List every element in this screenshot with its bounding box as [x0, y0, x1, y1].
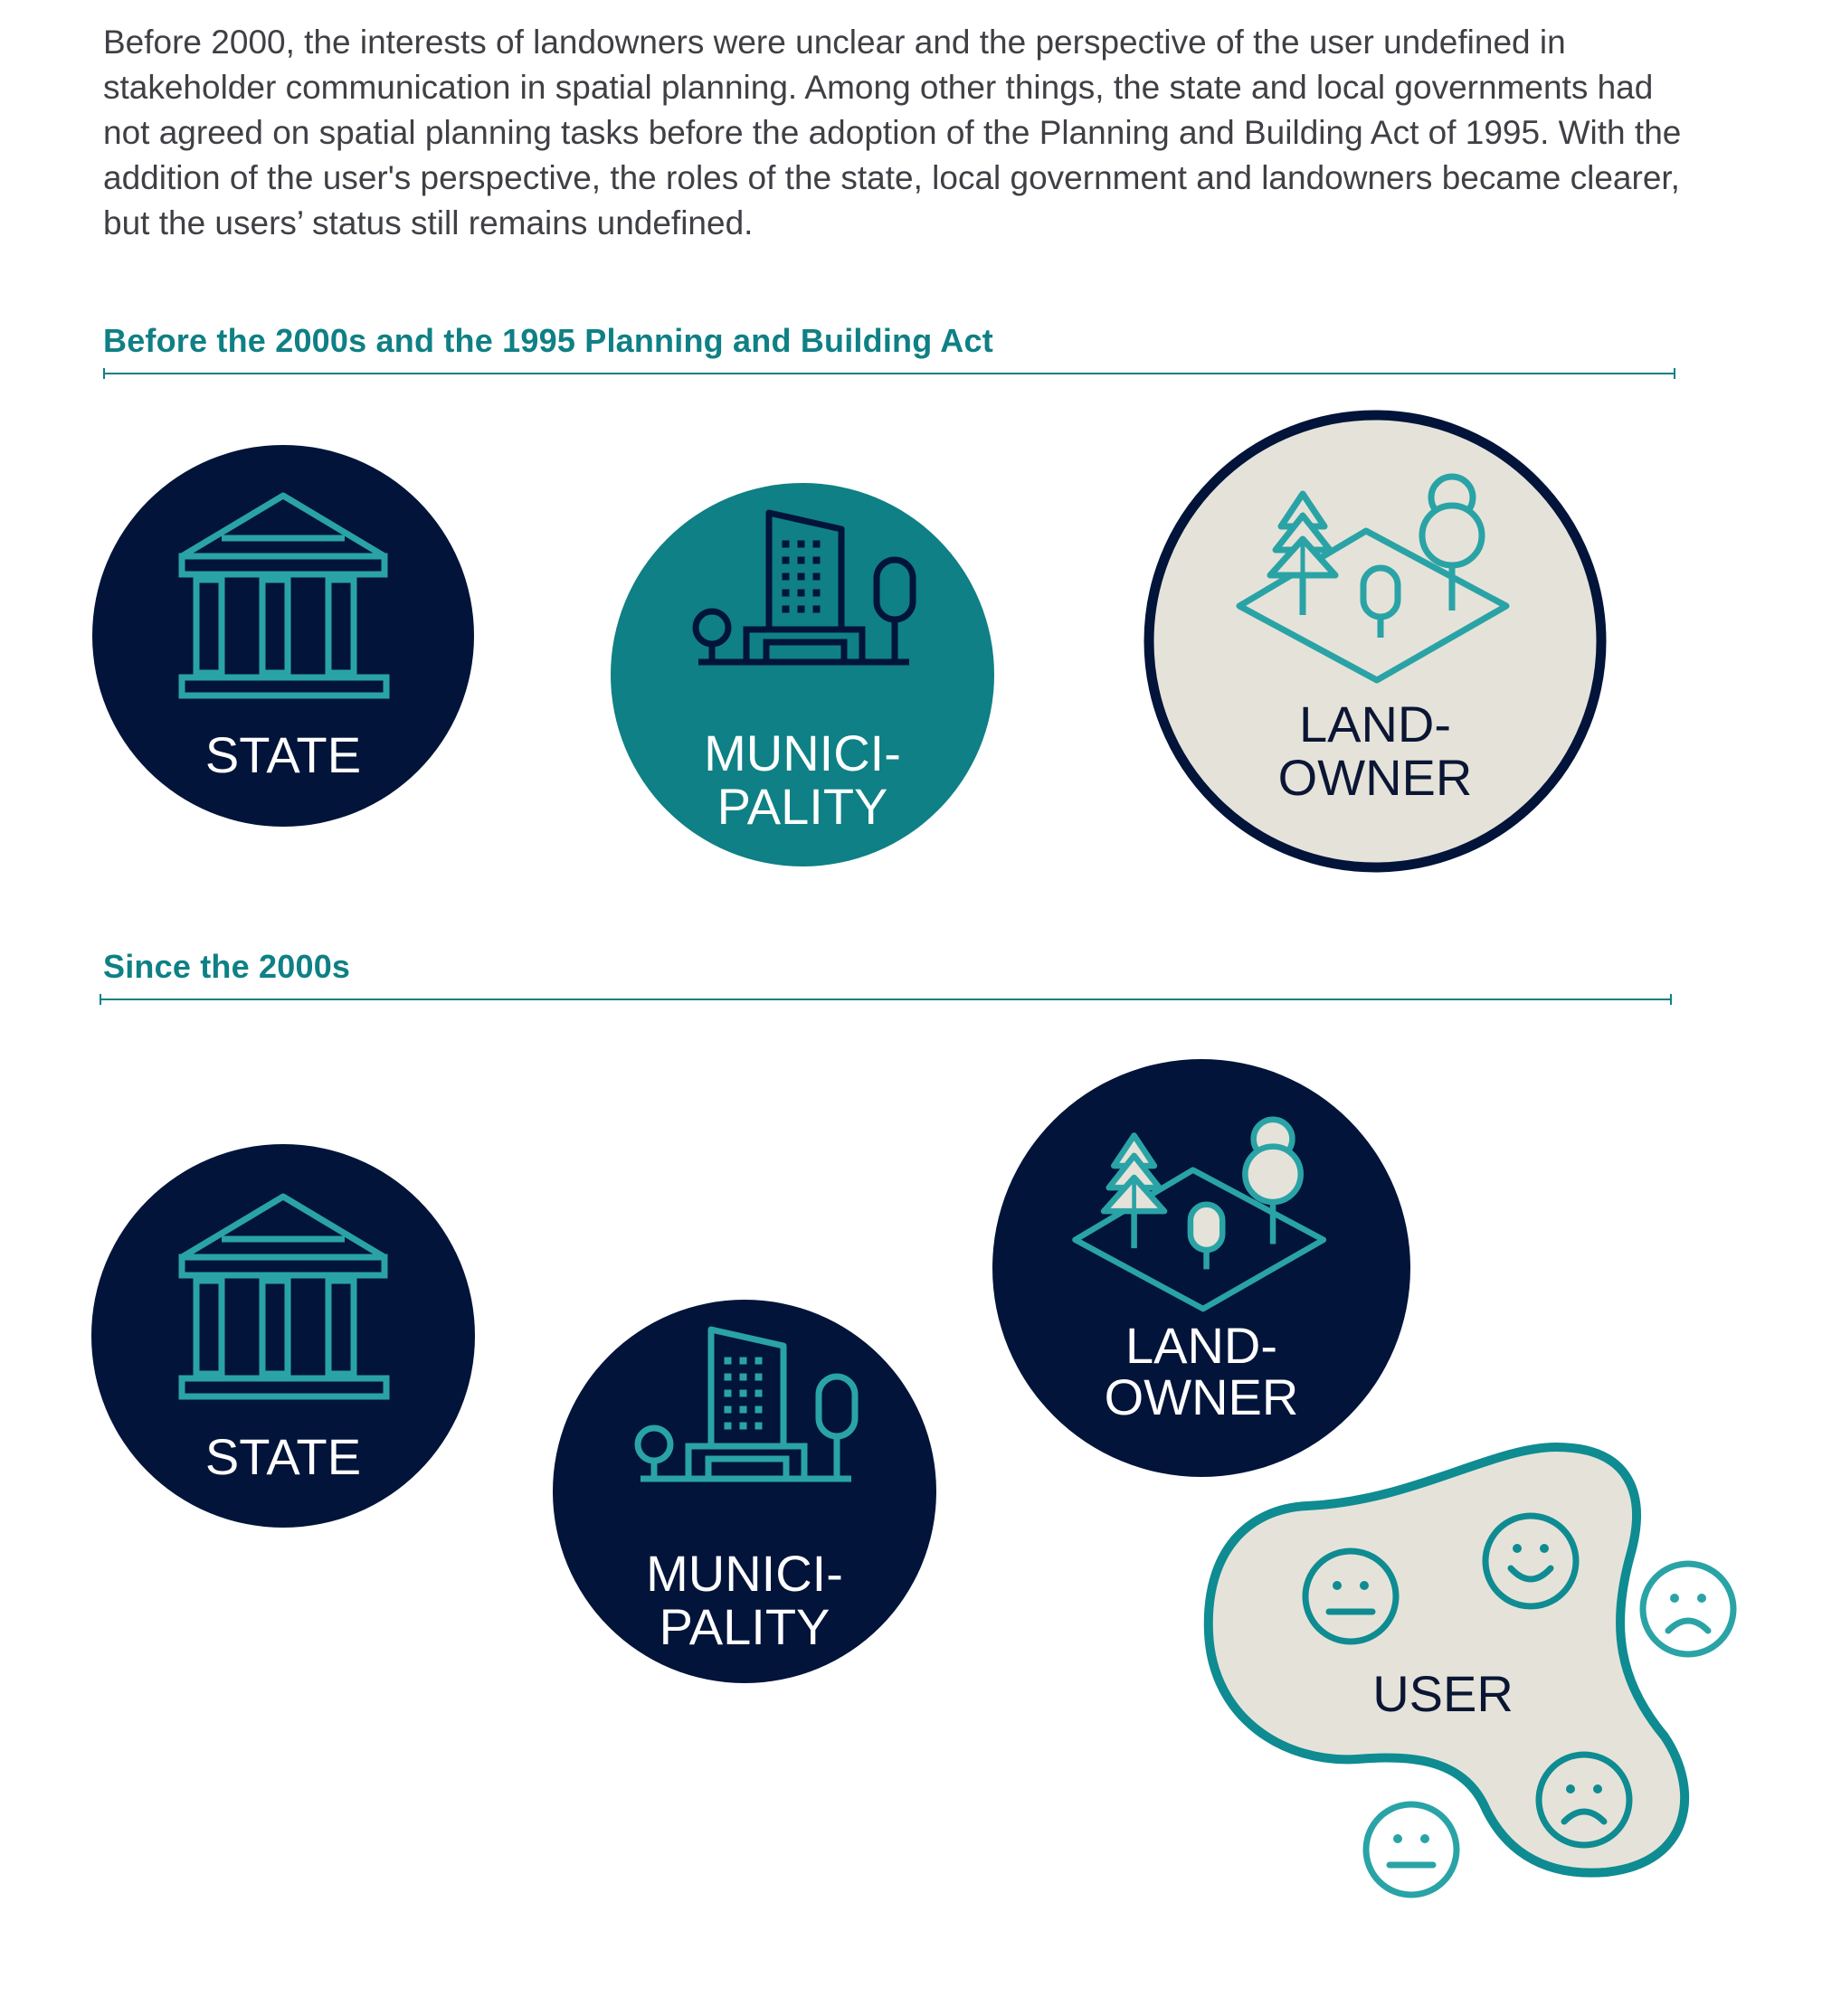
since-state-label: STATE: [204, 1428, 362, 1485]
since-landowner-label-2: OWNER: [1104, 1368, 1299, 1425]
since-landowner-node: [992, 1059, 1410, 1477]
since-municipality-label-1: MUNICI-: [646, 1545, 843, 1602]
before-municipality-node: [611, 483, 994, 866]
sad-face-icon: [1643, 1564, 1733, 1654]
before-landowner-node: [1149, 415, 1601, 867]
before-landowner-label-1: LAND-: [1298, 696, 1452, 752]
section-heading-before: Before the 2000s and the 1995 Planning and Building Act: [103, 322, 993, 359]
intro-paragraph: Before 2000, the interests of landowners were unclear and the perspective of the user undefined in stakeholder communication in spatial planning. Among other things, the state and local governments had not agreed on spatial planning tasks before the adoption of the Planning and Building Act of 1995. With the addition of the user's perspective, the roles of the state, local government and landowners became clearer, but the users’ status still remains undefined.: [103, 24, 1682, 241]
before-state-label: STATE: [204, 726, 362, 783]
before-municipality-label-2: PALITY: [716, 778, 888, 835]
since-landowner-label-1: LAND-: [1125, 1317, 1278, 1374]
before-municipality-label-1: MUNICI-: [704, 724, 901, 781]
since-user-node: [1209, 1447, 1733, 1895]
section-heading-since: Since the 2000s: [103, 948, 351, 985]
neutral-face-icon: [1366, 1804, 1457, 1895]
since-municipality-label-2: PALITY: [659, 1598, 830, 1655]
since-state-node: [91, 1144, 475, 1528]
before-state-node: [92, 445, 474, 827]
user-blob: [1209, 1447, 1684, 1873]
since-municipality-node: [553, 1300, 936, 1683]
before-landowner-label-2: OWNER: [1277, 749, 1473, 806]
since-user-label: USER: [1372, 1665, 1514, 1722]
